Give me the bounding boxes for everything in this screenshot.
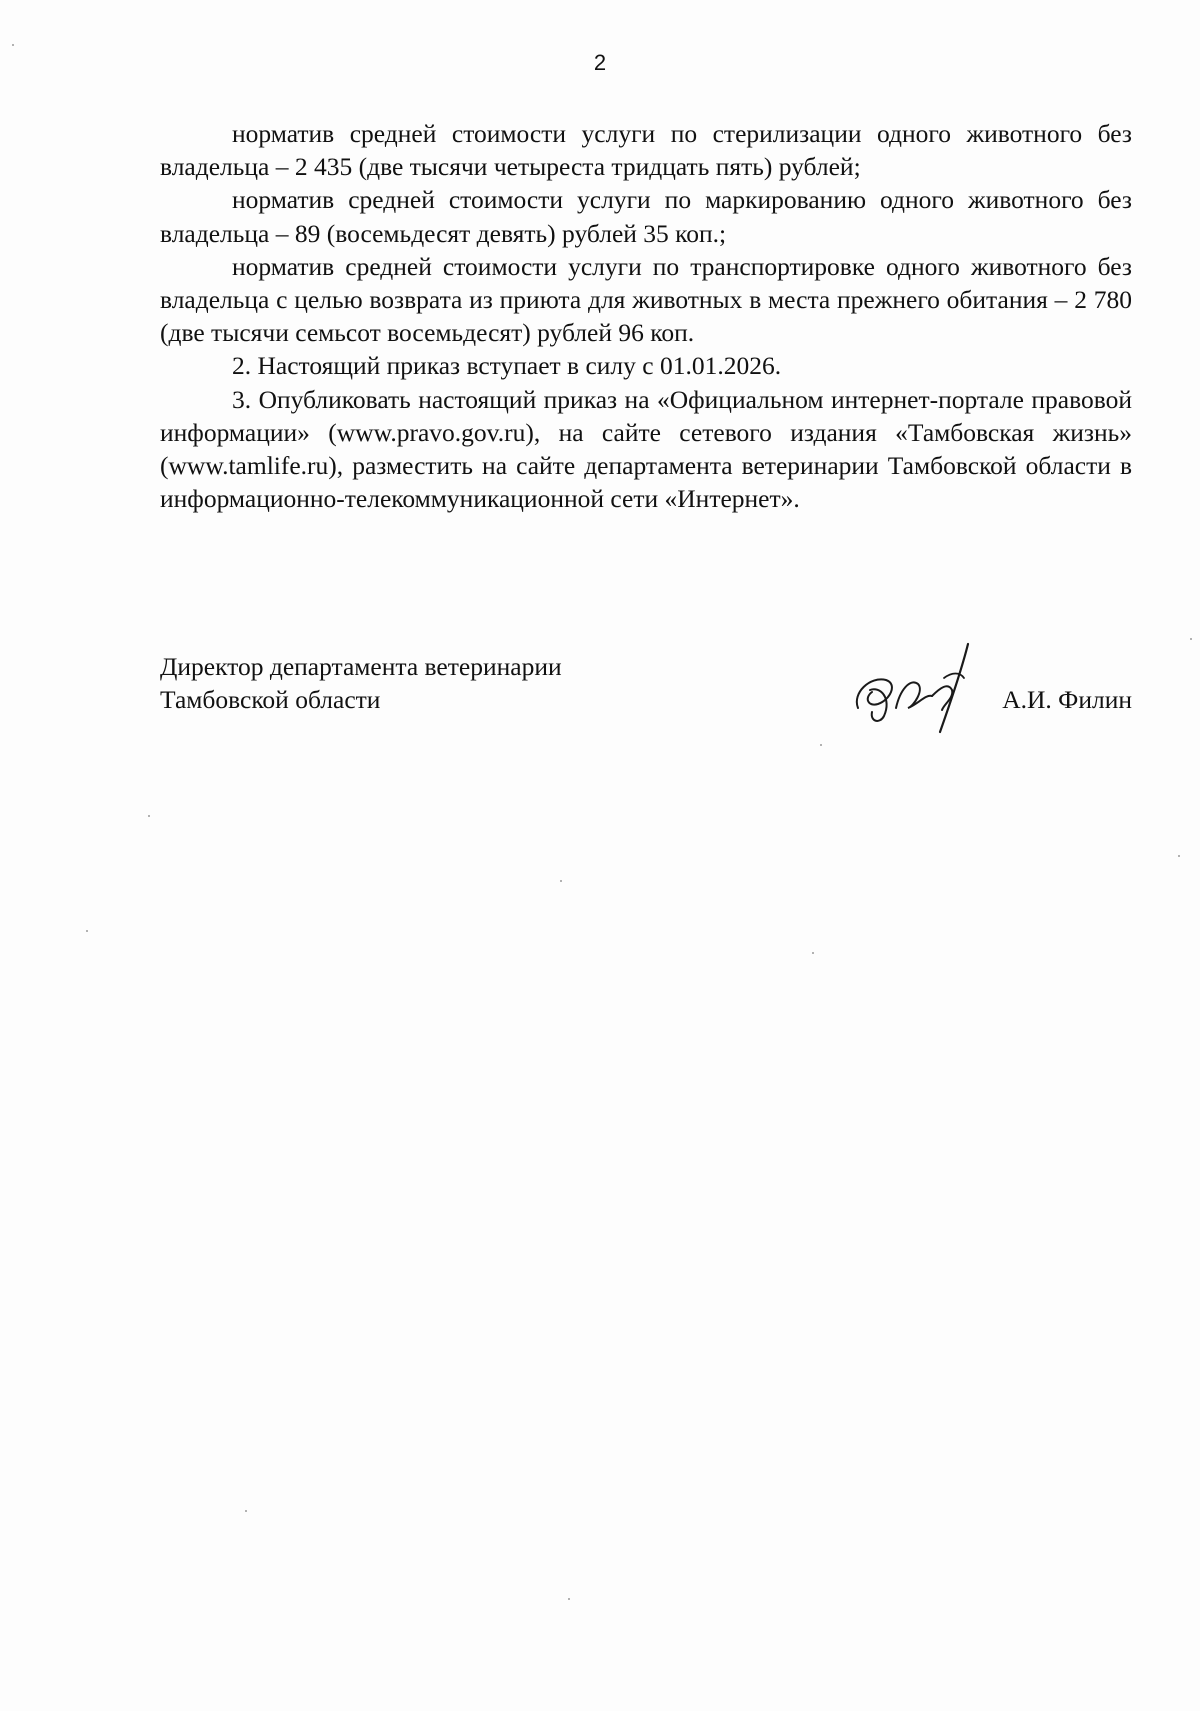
scan-speck xyxy=(1190,638,1192,640)
scan-speck xyxy=(1178,855,1180,857)
page-number: 2 xyxy=(593,50,607,75)
scan-speck xyxy=(148,815,150,817)
signature-block xyxy=(160,650,1132,740)
scan-speck xyxy=(568,1598,570,1600)
scan-speck xyxy=(812,952,814,954)
paragraph-publication: 3. Опубликовать настоящий приказ на «Официальном интернет-портале правовой информации» (www.pravo.gov.ru), на сайте сетевого издания «Тамбовская жизнь» (www.tamlife.ru), разместить на сайте департамента ветеринарии Тамбовской области в информационно-телекоммуникационной сети «Интернет». xyxy=(160,384,1132,514)
document-body xyxy=(160,117,1132,515)
paragraph-sterilization-cost: норматив средней стоимости услуги по стерилизации одного животного без владельца – 2 435 (две тысячи четыреста тридцать пять) рублей; xyxy=(160,119,1132,182)
paragraph-effective-date: 2. Настоящий приказ вступает в силу с 01.01.2026. xyxy=(232,351,782,381)
scan-speck xyxy=(86,930,88,932)
scan-speck xyxy=(820,744,822,746)
signatory-position-line2: Тамбовской области xyxy=(160,685,381,714)
scan-speck xyxy=(245,1510,247,1512)
signatory-position-line1: Директор департамента ветеринарии xyxy=(160,652,562,681)
signatory-name: А.И. Филин xyxy=(1002,685,1132,714)
paragraph-marking-cost: норматив средней стоимости услуги по маркированию одного животного без владельца – 89 (восемьдесят девять) рублей 35 коп.; xyxy=(160,185,1132,248)
handwritten-signature xyxy=(840,638,990,738)
scan-speck xyxy=(560,880,562,882)
signatory-position xyxy=(160,650,562,716)
paragraph-transport-cost: норматив средней стоимости услуги по транспортировке одного животного без владельца с целью возврата из приюта для животных в места прежнего обитания – 2 780 (две тысячи семьсот восемьдесят) рублей 96 коп. xyxy=(160,251,1132,348)
scan-speck xyxy=(12,44,14,46)
